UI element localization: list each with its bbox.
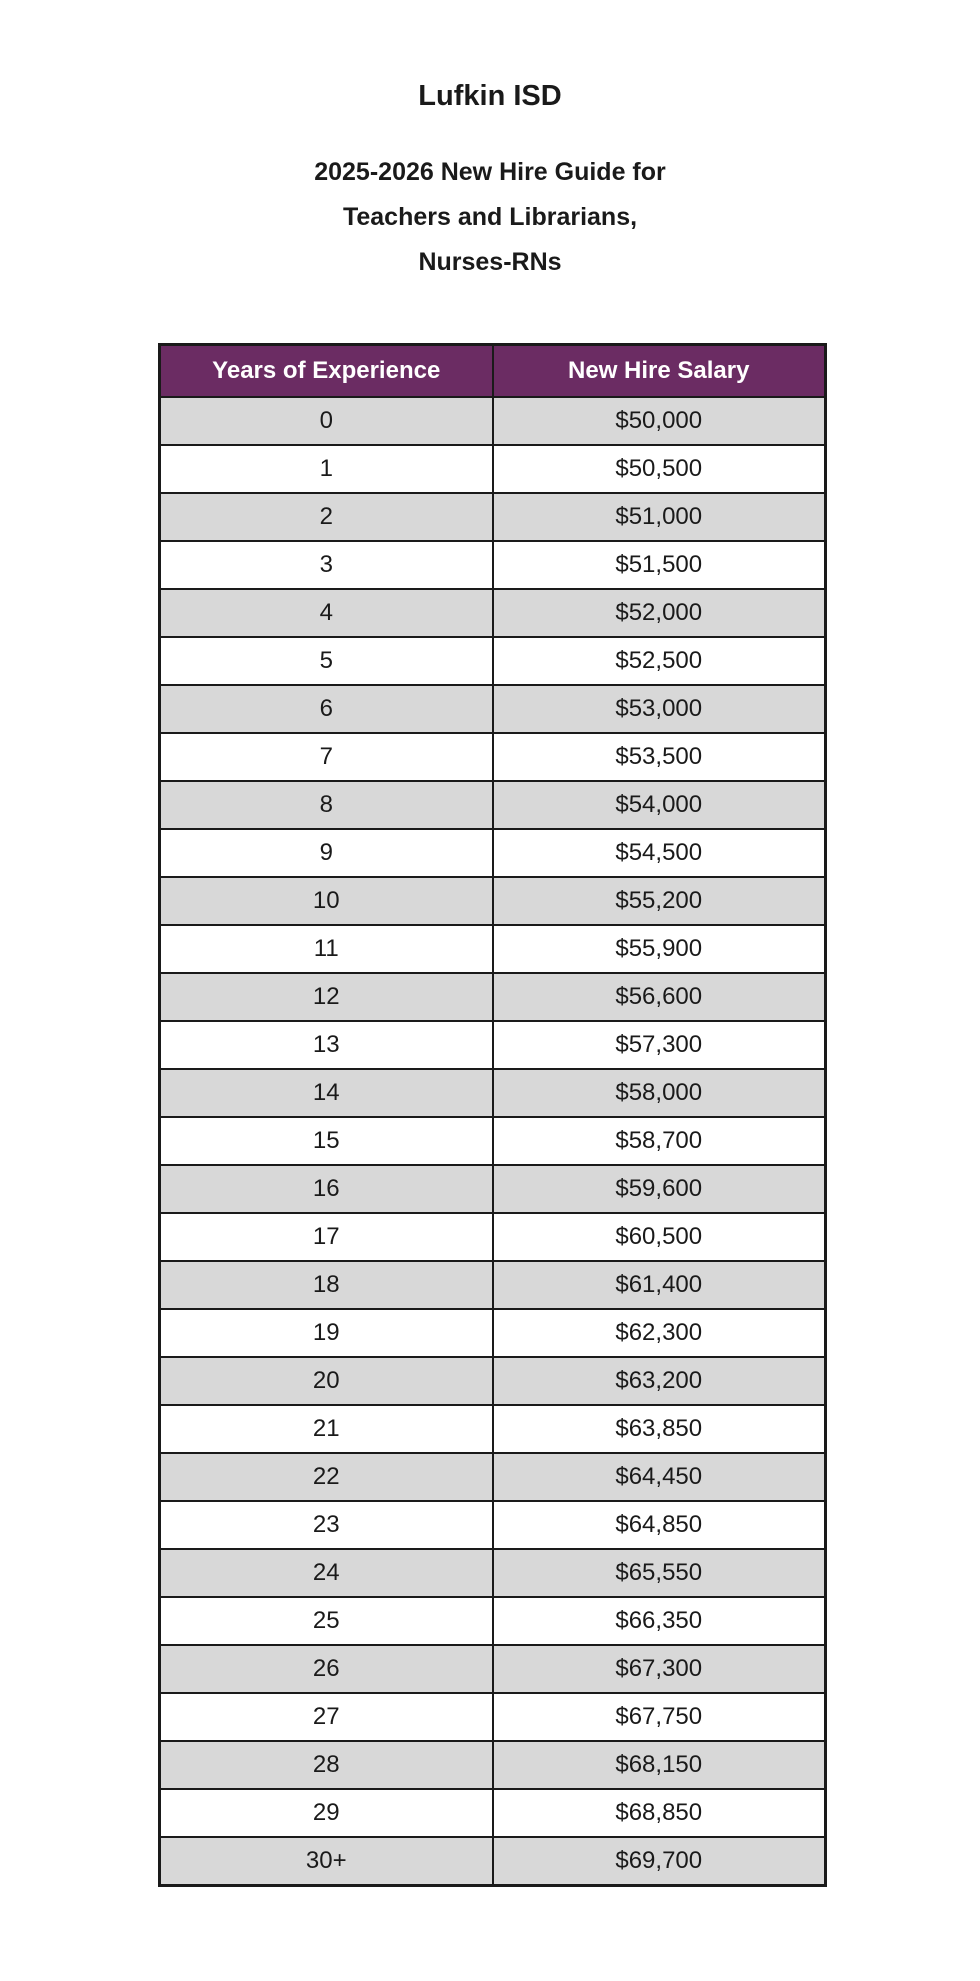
salary-cell: $56,600 [493, 973, 826, 1021]
table-row [160, 1837, 826, 1886]
salary-cell: $54,000 [493, 781, 826, 829]
table-row [160, 1117, 826, 1165]
salary-cell: $63,850 [493, 1405, 826, 1453]
salary-cell: $59,600 [493, 1165, 826, 1213]
table-row [160, 829, 826, 877]
salary-cell: $55,200 [493, 877, 826, 925]
years-cell: 3 [160, 541, 493, 589]
years-cell: 27 [160, 1693, 493, 1741]
table-row [160, 541, 826, 589]
table-row [160, 973, 826, 1021]
guide-subtitle [0, 150, 980, 285]
years-cell: 30+ [160, 1837, 493, 1886]
salary-cell: $58,000 [493, 1069, 826, 1117]
years-cell: 15 [160, 1117, 493, 1165]
salary-cell: $53,500 [493, 733, 826, 781]
table-row [160, 1453, 826, 1501]
years-cell: 9 [160, 829, 493, 877]
years-cell: 0 [160, 397, 493, 445]
salary-cell: $67,300 [493, 1645, 826, 1693]
table-row [160, 1501, 826, 1549]
years-cell: 11 [160, 925, 493, 973]
table-row [160, 1309, 826, 1357]
salary-cell: $51,500 [493, 541, 826, 589]
salary-cell: $52,500 [493, 637, 826, 685]
years-cell: 7 [160, 733, 493, 781]
years-cell: 23 [160, 1501, 493, 1549]
salary-cell: $67,750 [493, 1693, 826, 1741]
salary-cell: $57,300 [493, 1021, 826, 1069]
salary-cell: $64,850 [493, 1501, 826, 1549]
table-row [160, 1693, 826, 1741]
salary-cell: $58,700 [493, 1117, 826, 1165]
salary-cell: $69,700 [493, 1837, 826, 1886]
salary-cell: $68,150 [493, 1741, 826, 1789]
table-row [160, 685, 826, 733]
table-row [160, 1213, 826, 1261]
years-cell: 25 [160, 1597, 493, 1645]
table-row [160, 397, 826, 445]
table-row [160, 445, 826, 493]
salary-cell: $54,500 [493, 829, 826, 877]
years-cell: 28 [160, 1741, 493, 1789]
salary-cell: $51,000 [493, 493, 826, 541]
salary-cell: $65,550 [493, 1549, 826, 1597]
salary-cell: $62,300 [493, 1309, 826, 1357]
years-cell: 24 [160, 1549, 493, 1597]
salary-cell: $55,900 [493, 925, 826, 973]
salary-table-body [160, 397, 826, 1886]
salary-cell: $66,350 [493, 1597, 826, 1645]
table-row [160, 589, 826, 637]
table-row [160, 1069, 826, 1117]
salary-cell: $60,500 [493, 1213, 826, 1261]
table-row [160, 1741, 826, 1789]
table-row [160, 637, 826, 685]
years-cell: 16 [160, 1165, 493, 1213]
table-row [160, 1261, 826, 1309]
table-row [160, 781, 826, 829]
years-cell: 17 [160, 1213, 493, 1261]
years-cell: 8 [160, 781, 493, 829]
years-cell: 29 [160, 1789, 493, 1837]
years-cell: 2 [160, 493, 493, 541]
years-cell: 26 [160, 1645, 493, 1693]
table-row [160, 1357, 826, 1405]
years-cell: 22 [160, 1453, 493, 1501]
salary-cell: $52,000 [493, 589, 826, 637]
years-cell: 20 [160, 1357, 493, 1405]
years-cell: 6 [160, 685, 493, 733]
table-row [160, 925, 826, 973]
table-row [160, 877, 826, 925]
salary-cell: $64,450 [493, 1453, 826, 1501]
salary-cell: $50,500 [493, 445, 826, 493]
table-header-row [160, 345, 826, 398]
table-row [160, 1405, 826, 1453]
table-row [160, 1645, 826, 1693]
years-cell: 13 [160, 1021, 493, 1069]
years-cell: 19 [160, 1309, 493, 1357]
column-header-years: Years of Experience [160, 345, 493, 398]
years-cell: 5 [160, 637, 493, 685]
table-row [160, 1789, 826, 1837]
subtitle-line: Teachers and Librarians, [342, 203, 638, 231]
salary-cell: $53,000 [493, 685, 826, 733]
table-row [160, 733, 826, 781]
years-cell: 18 [160, 1261, 493, 1309]
salary-table [158, 343, 827, 1887]
years-cell: 10 [160, 877, 493, 925]
subtitle-line: 2025-2026 New Hire Guide for [314, 158, 666, 186]
org-title: Lufkin ISD [418, 80, 562, 112]
years-cell: 21 [160, 1405, 493, 1453]
salary-cell: $50,000 [493, 397, 826, 445]
column-header-salary: New Hire Salary [493, 345, 826, 398]
salary-cell: $61,400 [493, 1261, 826, 1309]
years-cell: 4 [160, 589, 493, 637]
table-row [160, 1549, 826, 1597]
years-cell: 1 [160, 445, 493, 493]
subtitle-line: Nurses-RNs [418, 248, 562, 276]
salary-cell: $68,850 [493, 1789, 826, 1837]
table-row [160, 1021, 826, 1069]
years-cell: 14 [160, 1069, 493, 1117]
salary-cell: $63,200 [493, 1357, 826, 1405]
years-cell: 12 [160, 973, 493, 1021]
table-row [160, 1165, 826, 1213]
table-row [160, 1597, 826, 1645]
table-row [160, 493, 826, 541]
